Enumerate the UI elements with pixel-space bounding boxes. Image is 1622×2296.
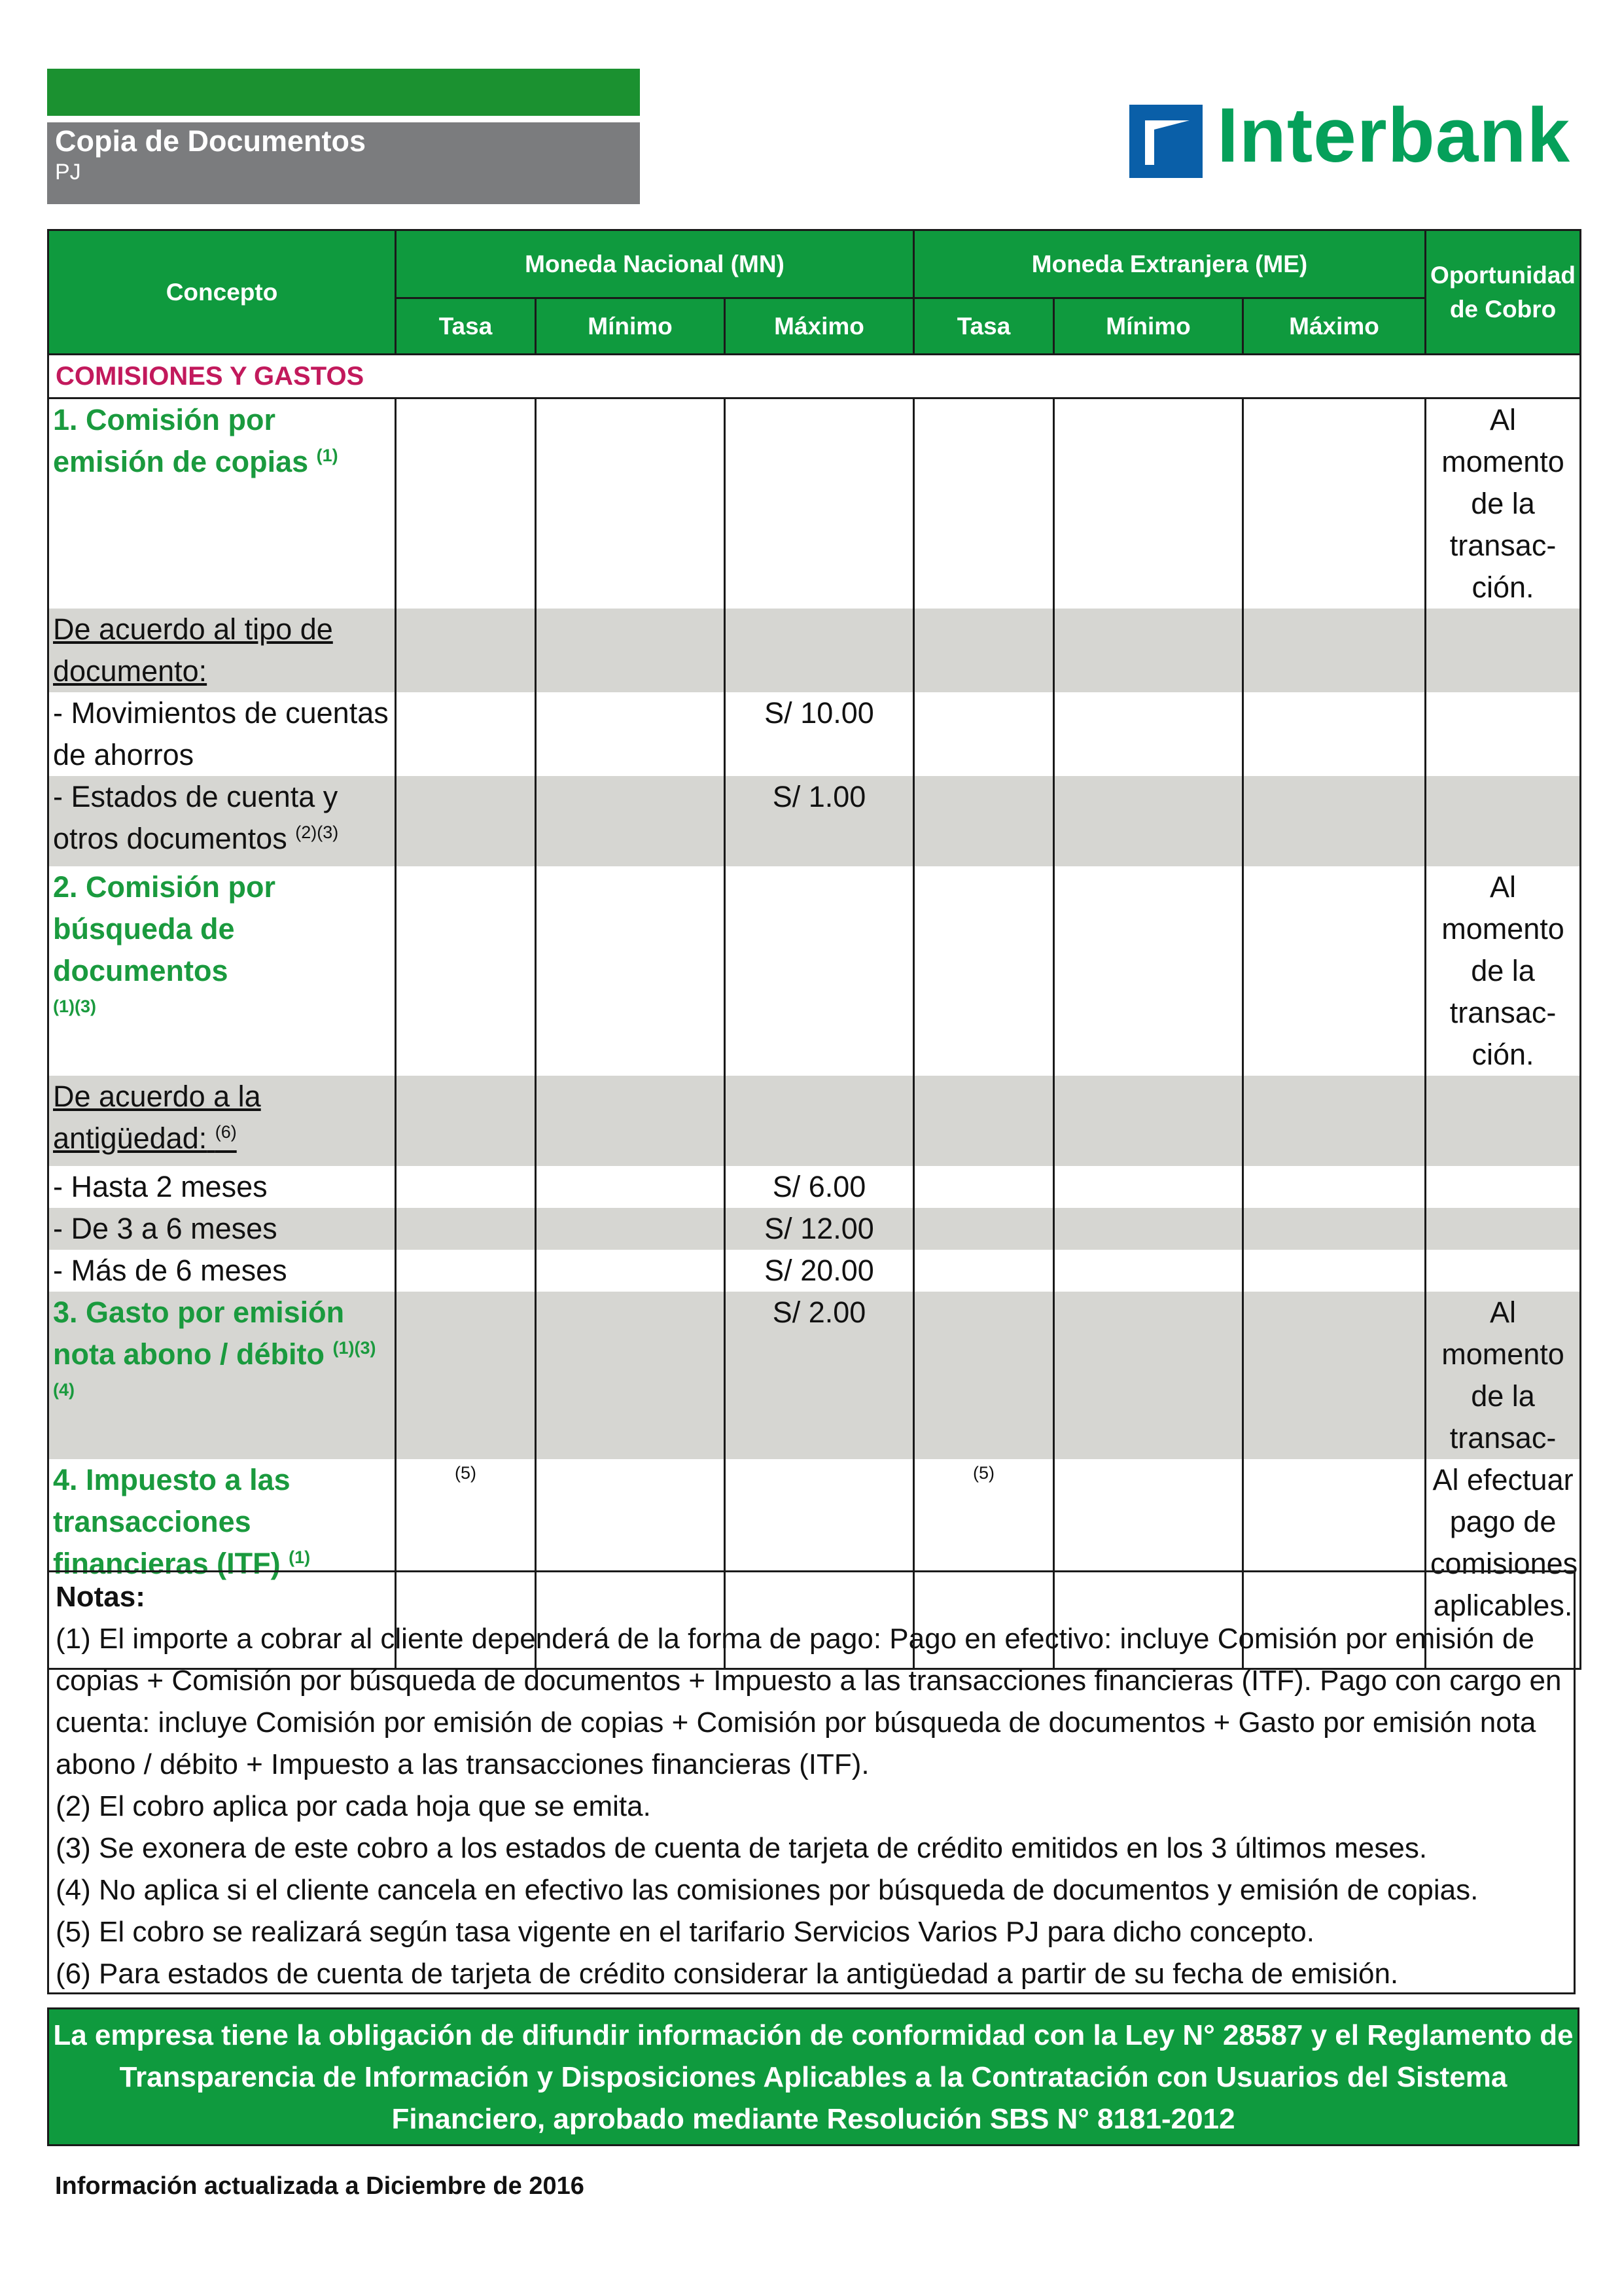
row-mn-max: S/ 12.00 xyxy=(725,1208,914,1250)
col-mn-minimo: Mínimo xyxy=(536,298,725,355)
col-me-minimo: Mínimo xyxy=(1054,298,1243,355)
row-oportunidad: Al momento de la transac-ción. xyxy=(1426,866,1581,1076)
note-item: (3) Se exonera de este cobro a los estados de cuenta de tarjeta de crédito emitidos en los 3 últimos meses. xyxy=(56,1832,1428,1864)
note-item: (5) El cobro se realizará según tasa vigente en el tarifario Servicios Varios PJ para dicho concepto. xyxy=(56,1916,1314,1948)
row-oportunidad: Al momento de la transac- xyxy=(1426,1292,1581,1459)
table-row xyxy=(48,609,1581,692)
col-mn-maximo: Máximo xyxy=(725,298,914,355)
brand-logo-text: Interbank xyxy=(1217,92,1571,179)
row-me-tasa: (5) xyxy=(973,1463,995,1483)
header-green-bar xyxy=(47,69,640,116)
row-label: 2. Comisión por búsqueda de documentos xyxy=(53,870,276,987)
row-label: - Hasta 2 meses xyxy=(48,1166,396,1208)
row-label: - Más de 6 meses xyxy=(48,1250,396,1292)
col-concepto: Concepto xyxy=(48,230,396,355)
col-me-maximo: Máximo xyxy=(1243,298,1426,355)
table-row xyxy=(48,692,1581,776)
row-label: De acuerdo al tipo de documento: xyxy=(53,612,333,688)
row-label: 4. Impuesto a las transacciones financieras (ITF) xyxy=(53,1463,291,1580)
note-item: (1) El importe a cobrar al cliente dependerá de la forma de pago: Pago en efectivo: incluye Comisión por emisión de copias + Comisión por búsqueda de documentos + Impuesto a las transacciones financieras (ITF). Pago con cargo en cuenta: incluye Comisión por emisión de copias + Comisión por búsqueda de documentos + Gasto por emisión nota abono / débito + Impuesto a las transacciones financieras (ITF). xyxy=(56,1623,1562,1780)
page-subtitle: PJ xyxy=(55,160,81,185)
notes-title: Notas: xyxy=(56,1581,145,1613)
table-row xyxy=(48,1166,1581,1208)
table-row: 4. Impuesto a las transacciones financieras (ITF) $^{(1)}$ (5) (5) Al efectuar pago de comisiones aplicables. xyxy=(48,1459,1581,1669)
footer-updated: Información actualizada a Diciembre de 2016 xyxy=(55,2172,584,2200)
row-label: 1. Comisión por emisión de copias xyxy=(53,403,309,478)
col-me-tasa: Tasa xyxy=(914,298,1054,355)
table-row xyxy=(48,1250,1581,1292)
note-item: (2) El cobro aplica por cada hoja que se emita. xyxy=(56,1790,651,1822)
table-row: De acuerdo a la antigüedad: $^{(6)}$ xyxy=(48,1076,1581,1166)
notes-box xyxy=(47,1570,1576,1994)
row-label: - Movimientos de cuentas de ahorros xyxy=(48,692,396,776)
row-label: - Estados de cuenta y otros documentos xyxy=(53,780,338,855)
page-title: Copia de Documentos xyxy=(55,124,366,158)
row-mn-max: S/ 6.00 xyxy=(725,1166,914,1208)
table-row: 1. Comisión por emisión de copias $^{(1)}$ Al momento de la transac-ción. xyxy=(48,398,1581,609)
fees-table xyxy=(47,229,1581,1670)
row-mn-max: S/ 20.00 xyxy=(725,1250,914,1292)
note-item: (6) Para estados de cuenta de tarjeta de crédito considerar la antigüedad a partir de su fecha de emisión. xyxy=(56,1958,1399,1990)
row-mn-max: S/ 2.00 xyxy=(725,1292,914,1459)
table-row: 3. Gasto por emisión nota abono / débito $^{(1)(3)(4)}$ S/ 2.00 Al momento de la transac- xyxy=(48,1292,1581,1459)
col-group-me: Moneda Extranjera (ME) xyxy=(914,230,1426,298)
col-mn-tasa: Tasa xyxy=(396,298,536,355)
row-mn-max: S/ 10.00 xyxy=(725,692,914,776)
row-label: De acuerdo a la antigüedad: xyxy=(53,1080,261,1155)
table-row: 2. Comisión por búsqueda de documentos $^{(1)(3)}$ Al momento de la transac-ción. xyxy=(48,866,1581,1076)
row-mn-tasa: (5) xyxy=(455,1463,476,1483)
row-label: 3. Gasto por emisión nota abono / débito xyxy=(53,1296,345,1371)
row-oportunidad: Al momento de la transac-ción. xyxy=(1426,398,1581,609)
table-row xyxy=(48,1208,1581,1250)
legal-banner: La empresa tiene la obligación de difundir información de conformidad con la Ley N° 28587 y el Reglamento de Transparencia de Información y Disposiciones Aplicables a la Contratación con Usuarios del Sistema Financiero, aprobado mediante Resolución SBS N° 8181-2012 xyxy=(47,2007,1579,2146)
table-row: - Estados de cuenta y otros documentos $^{(2)(3)}$ S/ 1.00 xyxy=(48,776,1581,866)
col-group-mn: Moneda Nacional (MN) xyxy=(396,230,914,298)
interbank-logo-icon xyxy=(1129,105,1203,178)
row-label: - De 3 a 6 meses xyxy=(48,1208,396,1250)
col-oportunidad: Oportunidad de Cobro xyxy=(1426,230,1581,355)
section-title: COMISIONES Y GASTOS xyxy=(48,355,1581,398)
row-oportunidad: Al efectuar pago de comisiones aplicables. xyxy=(1426,1459,1581,1669)
row-mn-max: S/ 1.00 xyxy=(725,776,914,866)
note-item: (4) No aplica si el cliente cancela en efectivo las comisiones por búsqueda de documentos y emisión de copias. xyxy=(56,1874,1479,1906)
